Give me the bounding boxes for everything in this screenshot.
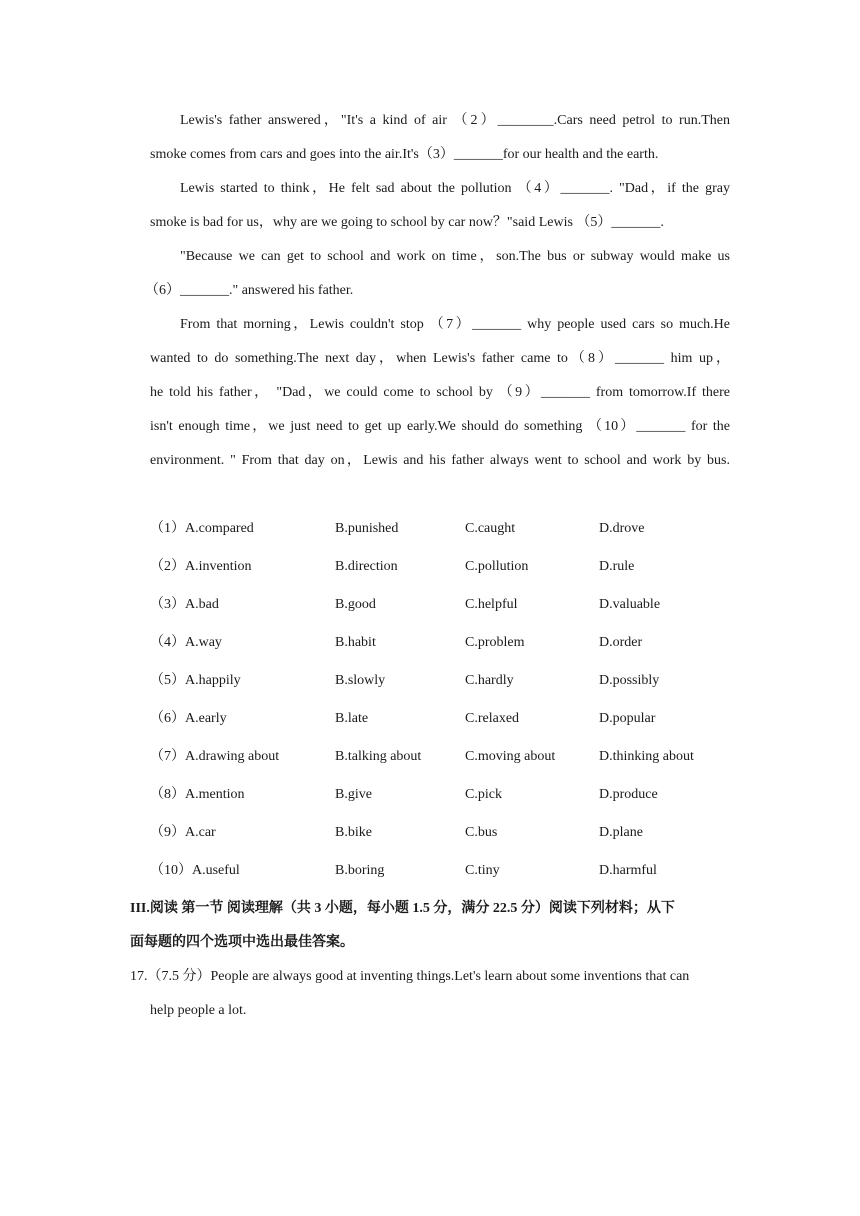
option-d: D.order <box>599 635 643 650</box>
passage-paragraph-2 <box>150 172 730 240</box>
option-row-6 <box>150 700 750 738</box>
text-line: Lewis's father answered，"It's a kind of air （2）________.Cars need petrol to run.Then <box>180 113 730 128</box>
question-17 <box>130 960 730 1028</box>
option-d: D.popular <box>599 711 656 726</box>
option-row-9 <box>150 814 750 852</box>
option-a: （2）A.invention <box>150 559 252 574</box>
option-a: （1）A.compared <box>150 521 254 536</box>
option-d: D.produce <box>599 787 658 802</box>
text-line: smoke is bad for us，why are we going to school by car now？"said Lewis （5）_______. <box>150 215 664 230</box>
option-c: C.helpful <box>465 597 518 612</box>
text-line: environment. " From that day on，Lewis and his father always went to school and work by bus. <box>150 453 730 468</box>
option-a: （7）A.drawing about <box>150 749 280 764</box>
option-c: C.tiny <box>465 863 500 878</box>
option-row-5 <box>150 662 750 700</box>
text-line: smoke comes from cars and goes into the air.It's（3）_______for our health and the earth. <box>150 147 659 162</box>
option-b: B.slowly <box>335 673 386 688</box>
option-d: D.rule <box>599 559 635 574</box>
option-b: B.good <box>335 597 376 612</box>
option-c: C.caught <box>465 521 516 536</box>
option-a: （9）A.car <box>150 825 216 840</box>
text-line: isn't enough time，we just need to get up early.We should do something （10）_______ for the <box>150 419 730 434</box>
option-a: （10）A.useful <box>150 863 240 878</box>
text-line: （6）_______." answered his father. <box>145 283 354 298</box>
option-c: C.problem <box>465 635 525 650</box>
section-heading <box>130 892 730 960</box>
option-b: B.talking about <box>335 749 422 764</box>
option-b: B.late <box>335 711 369 726</box>
option-row-7 <box>150 738 750 776</box>
option-b: B.punished <box>335 521 399 536</box>
option-d: D.possibly <box>599 673 660 688</box>
option-c: C.moving about <box>465 749 556 764</box>
option-d: D.plane <box>599 825 643 840</box>
text-line: "Because we can get to school and work on time，son.The bus or subway would make us <box>180 249 730 264</box>
text-line: 面每题的四个选项中选出最佳答案。 <box>130 935 354 950</box>
option-a: （3）A.bad <box>150 597 219 612</box>
option-a: （8）A.mention <box>150 787 245 802</box>
text-line: help people a lot. <box>150 1003 247 1018</box>
option-row-3 <box>150 586 750 624</box>
option-c: C.hardly <box>465 673 514 688</box>
option-d: D.harmful <box>599 863 657 878</box>
passage-paragraph-3 <box>145 240 730 308</box>
passage-paragraph-4 <box>150 308 730 478</box>
option-d: D.thinking about <box>599 749 694 764</box>
text-line: Lewis started to think，He felt sad about the pollution （4）_______. "Dad，if the gray <box>180 181 730 196</box>
option-b: B.give <box>335 787 372 802</box>
option-c: C.pick <box>465 787 502 802</box>
option-row-1 <box>150 510 750 548</box>
option-c: C.pollution <box>465 559 529 574</box>
option-c: C.bus <box>465 825 498 840</box>
option-row-2 <box>150 548 750 586</box>
option-a: （5）A.happily <box>150 673 241 688</box>
option-row-10 <box>150 852 750 890</box>
text-line: 17.（7.5 分）People are always good at inventing things.Let's learn about some inventions that can <box>130 969 690 984</box>
passage-paragraph-1 <box>150 104 730 172</box>
text-line: he told his father， "Dad，we could come to school by （9）_______ from tomorrow.If there <box>150 385 730 400</box>
option-a: （6）A.early <box>150 711 227 726</box>
option-b: B.habit <box>335 635 376 650</box>
option-b: B.bike <box>335 825 372 840</box>
option-a: （4）A.way <box>150 635 222 650</box>
option-d: D.drove <box>599 521 645 536</box>
option-b: B.boring <box>335 863 385 878</box>
text-line: From that morning，Lewis couldn't stop （7）_______ why people used cars so much.He <box>180 317 730 332</box>
option-row-8 <box>150 776 750 814</box>
text-line: wanted to do something.The next day，when Lewis's father came to（8）_______ him up， <box>150 351 730 366</box>
option-row-4 <box>150 624 750 662</box>
option-d: D.valuable <box>599 597 661 612</box>
option-b: B.direction <box>335 559 398 574</box>
option-c: C.relaxed <box>465 711 520 726</box>
text-line: III.阅读 第一节 阅读理解（共 3 小题，每小题 1.5 分，满分 22.5 分）阅读下列材料；从下 <box>130 901 675 916</box>
